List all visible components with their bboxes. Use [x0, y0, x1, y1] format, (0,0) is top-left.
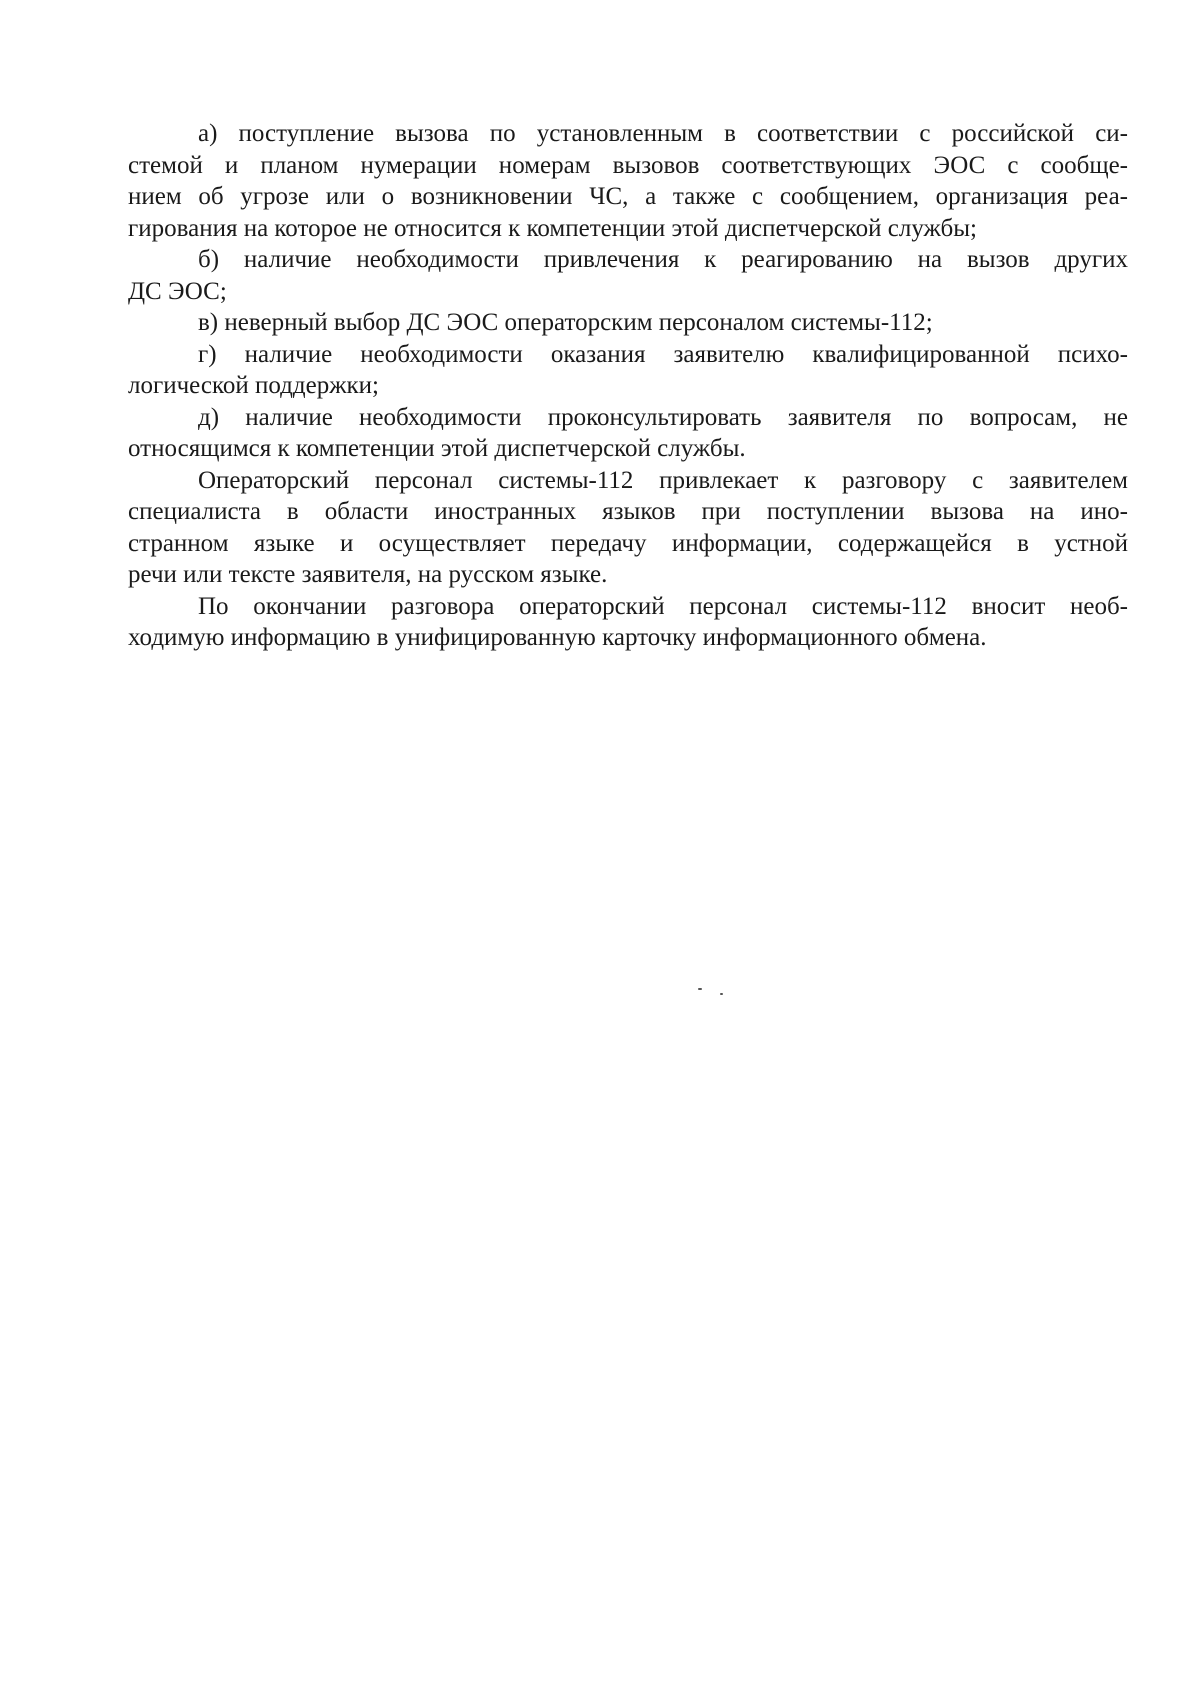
scan-specks: [698, 988, 728, 996]
text-line: относящимся к компетенции этой диспетчерской службы.: [128, 435, 746, 462]
list-item-b: [128, 244, 1128, 307]
text-line: б) наличие необходимости привлечения к реагированию на вызов других: [198, 246, 1128, 273]
text-line: в) неверный выбор ДС ЭОС операторским персоналом системы-112;: [198, 309, 933, 336]
list-item-g: [128, 339, 1128, 402]
text-line: речи или тексте заявителя, на русском языке.: [128, 561, 608, 588]
text-line: гирования на которое не относится к компетенции этой диспетчерской службы;: [128, 214, 977, 242]
text-line: специалиста в области иностранных языков при поступлении вызова на ино-: [128, 498, 1128, 525]
scan-speck: [698, 988, 702, 990]
text-line: нием об угрозе или о возникновении ЧС, а также с сообщением, организация реа-: [128, 183, 1128, 210]
text-line: ходимую информацию в унифицированную карточку информационного обмена.: [128, 624, 987, 651]
text-line: г) наличие необходимости оказания заявителю квалифицированной психо-: [198, 340, 1128, 368]
text-line: д) наличие необходимости проконсультировать заявителя по вопросам, не: [198, 403, 1128, 431]
list-item-v: [128, 307, 1128, 339]
paragraph-foreign-language: [128, 465, 1128, 591]
text-line: стемой и планом нумерации номерам вызовов соответствующих ЭОС с сообще-: [128, 151, 1128, 179]
text-line: По окончании разговора операторский персонал системы-112 вносит необ-: [198, 592, 1128, 620]
document-body: [128, 118, 1128, 654]
scan-speck: [720, 993, 723, 995]
list-item-d: [128, 402, 1128, 465]
text-line: а) поступление вызова по установленным в соответствии с российской си-: [198, 120, 1128, 147]
text-line: Операторский персонал системы-112 привлекает к разговору с заявителем: [198, 466, 1128, 494]
text-line: ДС ЭОС;: [128, 277, 227, 305]
text-line: логической поддержки;: [128, 372, 379, 399]
list-item-a: [128, 118, 1128, 244]
text-line: странном языке и осуществляет передачу информации, содержащейся в устной: [128, 529, 1128, 557]
paragraph-after-call: [128, 591, 1128, 654]
